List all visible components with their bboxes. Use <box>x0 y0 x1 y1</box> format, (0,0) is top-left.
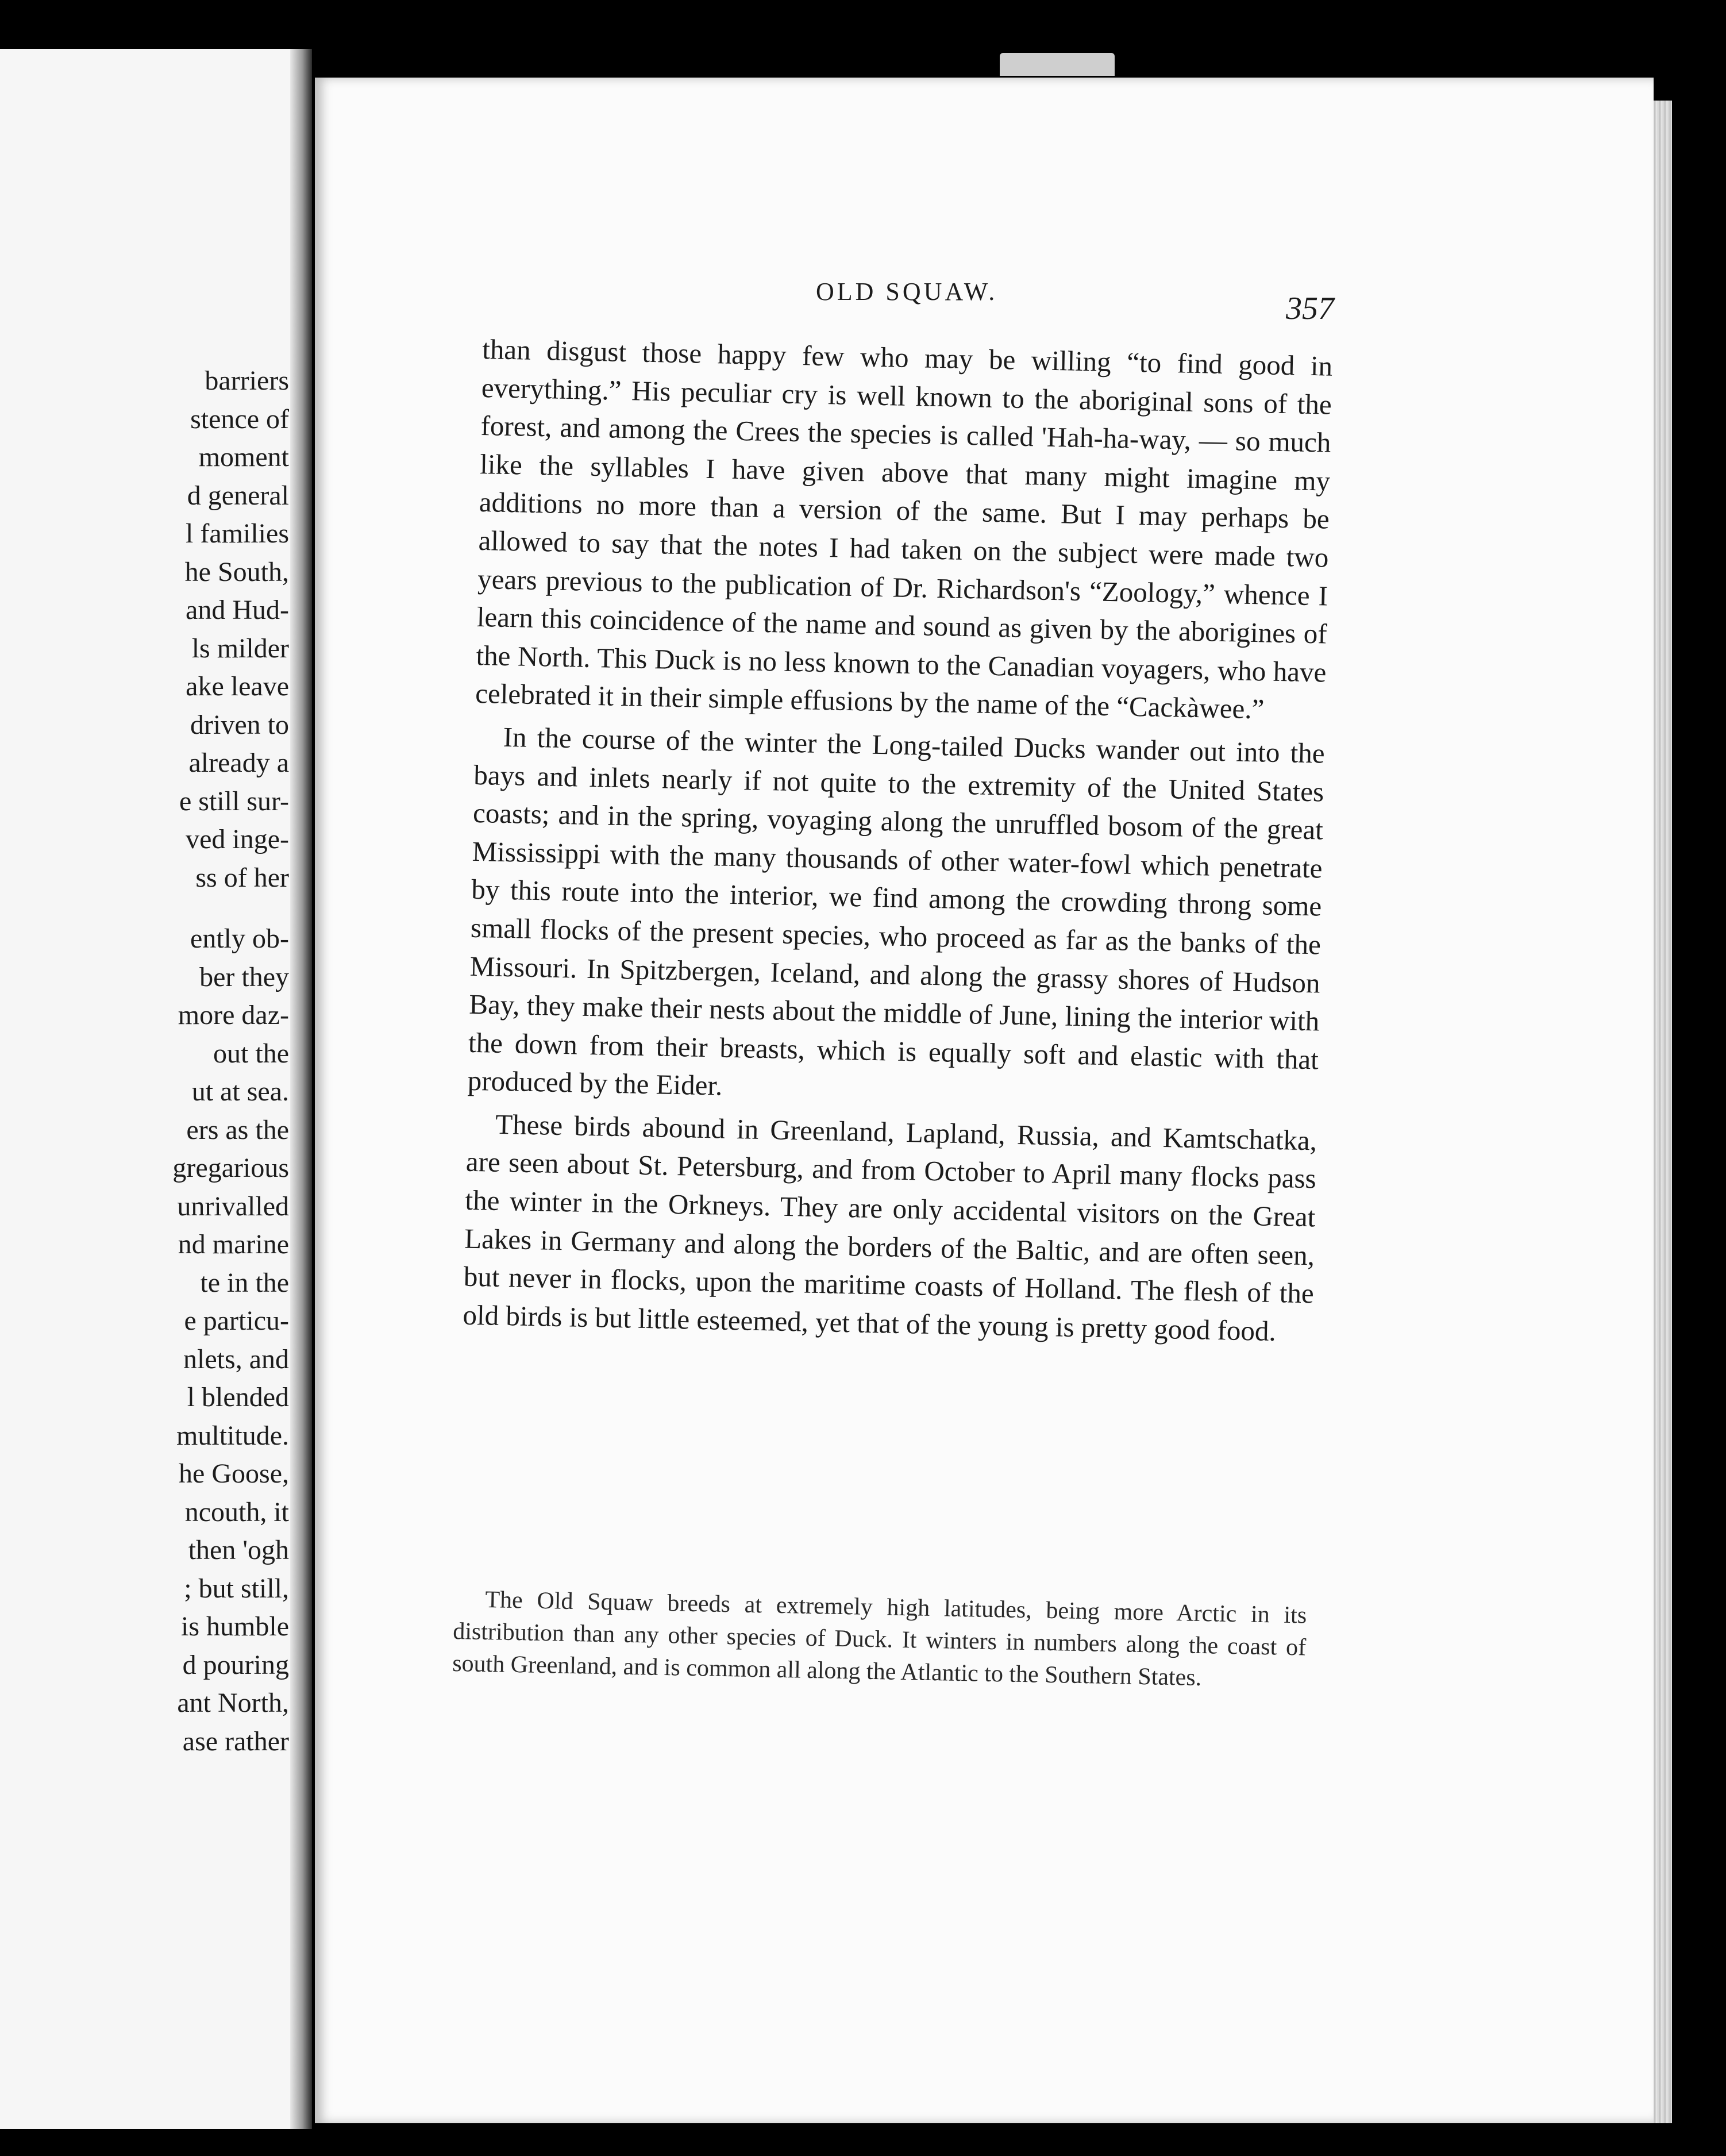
left-page-line: he Goose, <box>179 1458 289 1489</box>
left-page-line: d pouring <box>182 1649 289 1680</box>
left-page-line: nlets, and <box>183 1343 289 1375</box>
left-page-line: l blended <box>187 1382 289 1412</box>
left-page-line: te in the <box>200 1267 289 1298</box>
editor-note <box>452 1583 1307 1696</box>
left-page-line: more daz- <box>178 1000 289 1030</box>
left-page-line: e particu- <box>184 1306 289 1336</box>
left-page-line: l families <box>186 518 289 549</box>
left-page-line: barriers <box>205 365 289 396</box>
left-page-line: ut at sea. <box>191 1076 289 1107</box>
left-page-line: ase rather <box>182 1726 289 1757</box>
left-page-line: is humble <box>181 1611 289 1642</box>
paragraph-2: In the course of the winter the Long-tailed Ducks wander out into the bays and inlets nearly if not quite to the extremity of the United States coasts; and in the spring, voyaging along the unruffled bosom of the great Mississippi with the many thousands of other water-fowl which penetrate by this route into the interior, we find among the crowding throng some small flocks of the present species, who proceed as far as the banks of the Missouri. In Spitzbergen, Iceland, and along the grassy shores of Hudson Bay, they make their nests about the middle of June, lining the interior with the down from their breasts, which is equally soft and elastic with that produced by the Eider. <box>467 721 1326 1102</box>
left-page-line: ake leave <box>186 671 289 702</box>
left-page-line: then 'ogh <box>188 1535 289 1565</box>
left-page-line: ved inge- <box>186 824 289 854</box>
left-page-line: gregarious <box>172 1153 289 1183</box>
left-page-line: driven to <box>190 709 289 740</box>
left-page-line: ; but still, <box>184 1573 289 1604</box>
left-page-line: ently ob- <box>190 923 289 954</box>
left-page-line: ber they <box>199 961 289 992</box>
left-page-line: nd marine <box>178 1229 289 1260</box>
left-page-line: ls milder <box>191 633 289 664</box>
left-page-line: ncouth, it <box>184 1496 289 1527</box>
paragraph-3: These birds abound in Greenland, Lapland, Russia, and Kamtschatka, are seen about St. Petersburg, and from October to April many flocks pass the winter in the Orkneys. They are only accidental visitors on the Great Lakes in Germany and along the borders of the Baltic, and are often seen, but never in flocks, upon the maritime coasts of Holland. The flesh of the old birds is but little esteemed, yet that of the young is pretty good food. <box>463 1108 1317 1347</box>
left-page-line: ers as the <box>186 1114 289 1145</box>
left-page-line: out the <box>213 1038 289 1069</box>
left-page-line: ant North, <box>177 1688 289 1718</box>
left-page-text <box>0 362 289 1761</box>
running-head: OLD SQUAW. <box>816 278 998 306</box>
editor-note-text: The Old Squaw breeds at extremely high latitudes, being more Arctic in its distribution than any other species of Duck. It winters in numbers along the coast of south Greenland, and is common all along the Atlantic to the Southern States. <box>452 1587 1307 1692</box>
left-page-line: unrivalled <box>177 1191 289 1222</box>
paragraph-1: than disgust those happy few who may be willing “to find good in everything.” His peculiar cry is well known to the aboriginal sons of the forest, and among the Crees the species is called 'Hah-ha-way, — so much like the syllables I have given above that many might imagine my additions no more than a version of the same. But I may perhaps be allowed to say that the notes I had taken on the subject were made two years previous to the publication of Dr. Richardson's “Zoology,” whence I learn this coincidence of the name and sound as given by the aborigines of the North. This Duck is no less known to the Canadian voyagers, who have celebrated it in their simple effusions by the name of the “Cackàwee.” <box>475 333 1333 725</box>
left-page-line: multitude. <box>176 1420 289 1451</box>
page-number: 357 <box>1286 291 1334 326</box>
left-page-line: d general <box>187 480 289 511</box>
left-page-line: moment <box>198 442 289 472</box>
left-page-line: and Hud- <box>186 595 289 625</box>
left-page-line: he South, <box>184 556 289 587</box>
left-page-line: ss of her <box>195 862 289 893</box>
left-page-line: stence of <box>190 403 289 434</box>
left-page-line: e still sur- <box>179 786 289 817</box>
left-page-line: already a <box>188 748 289 778</box>
left-facing-page <box>0 49 302 2129</box>
book-gutter <box>290 49 312 2129</box>
body-text <box>463 330 1333 1352</box>
book-top-edge <box>1000 53 1115 76</box>
